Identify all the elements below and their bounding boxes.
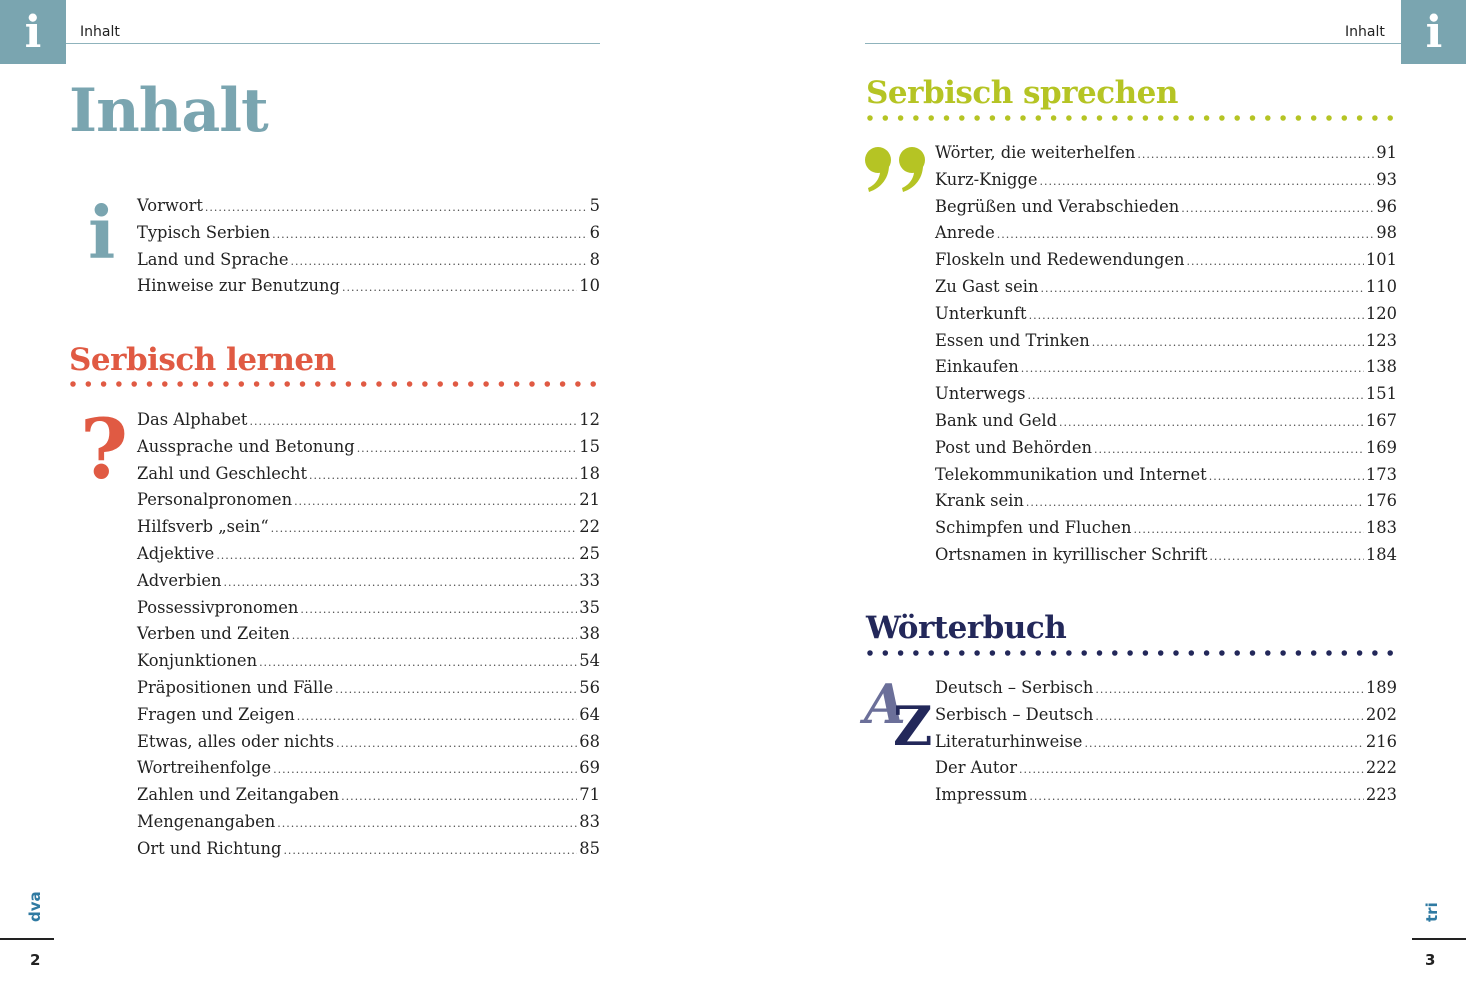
toc-entry [935,304,1397,331]
toc-entry [935,250,1397,277]
toc-entry-title: Schimpfen und Fluchen [935,518,1132,538]
toc-entry-title: Bank und Geld [935,410,1058,430]
dot-leader [1187,255,1364,268]
dot-leader [300,603,577,616]
toc-entry [935,384,1397,411]
dot-leader [1040,175,1375,188]
section-heading-woerterbuch: Wörterbuch [866,610,1067,646]
running-header: Inhalt [80,24,120,40]
lernen-toc [137,410,600,866]
toc-entry-page: 169 [1365,437,1397,457]
dot-leader [290,255,587,268]
dot-leader [1029,309,1364,322]
dot-leader [1095,710,1364,723]
dot-leader [309,469,577,482]
running-header: Inhalt [1345,24,1385,40]
dot-leader [1021,362,1364,375]
toc-entry-page: 176 [1365,491,1397,511]
toc-entry [935,438,1397,465]
toc-entry [137,732,600,759]
toc-entry-page: 15 [579,436,600,456]
toc-entry-page: 56 [579,677,600,697]
toc-entry-title: Adverbien [137,570,222,590]
page-number: 3 [1425,951,1436,969]
toc-entry [935,357,1397,384]
toc-entry-page: 110 [1365,276,1397,296]
toc-entry-page: 167 [1365,410,1397,430]
toc-entry [137,517,600,544]
dot-leader [336,737,577,750]
toc-entry-page: 69 [579,758,600,778]
toc-entry-page: 123 [1365,330,1397,350]
sprechen-toc [935,143,1397,572]
toc-entry-title: Possessivpronomen [137,597,299,617]
dot-leader [1137,148,1374,161]
toc-entry-title: Etwas, alles oder nichts [137,731,335,751]
toc-entry-title: Krank sein [935,491,1024,511]
question-mark-icon: ? [80,402,129,498]
right-page [733,0,1466,1000]
toc-entry [935,170,1397,197]
toc-entry-title: Post und Behörden [935,437,1092,457]
toc-entry [935,545,1397,572]
toc-entry-page: 38 [579,624,600,644]
dot-leader [277,817,577,830]
header-rule [865,43,1401,44]
letter-a-icon: A [864,672,906,736]
toc-entry-page: 33 [579,570,600,590]
toc-entry [935,223,1397,250]
dot-leader [224,576,578,589]
toc-entry [137,571,600,598]
toc-entry-title: Serbisch – Deutsch [935,704,1094,724]
toc-entry [137,250,600,277]
dot-leader [1095,683,1364,696]
toc-entry-page: 120 [1365,303,1397,323]
toc-entry-page: 91 [1376,143,1397,162]
toc-entry [137,437,600,464]
dot-leader [283,844,577,857]
info-tab-icon: i [1401,0,1466,64]
toc-entry-title: Aussprache und Betonung [137,436,355,456]
toc-entry-title: Hinweise zur Benutzung [137,276,340,296]
intro-toc [137,196,600,303]
dot-leader [1133,523,1363,536]
toc-entry [137,758,600,785]
dot-leader [1094,443,1364,456]
toc-entry-title: Unterkunft [935,303,1027,323]
toc-entry-title: Einkaufen [935,357,1019,377]
toc-entry [935,491,1397,518]
toc-entry [935,465,1397,492]
toc-entry-page: 173 [1365,464,1397,484]
toc-entry [935,758,1397,785]
woerterbuch-toc [935,678,1397,812]
dot-leader [1040,282,1363,295]
dotted-rule-red [69,380,600,388]
dot-leader [1059,416,1364,429]
toc-entry-title: Mengenangaben [137,811,276,831]
toc-entry-title: Zu Gast sein [935,276,1039,296]
toc-entry-title: Land und Sprache [137,249,289,269]
dot-leader [205,201,588,214]
dot-leader [216,549,577,562]
toc-entry [137,651,600,678]
dot-leader [1181,202,1374,215]
toc-entry [137,276,600,303]
dot-leader [1209,550,1364,563]
toc-entry [137,678,600,705]
toc-entry-title: Ort und Richtung [137,838,282,858]
toc-entry-title: Impressum [935,785,1028,805]
toc-entry [935,705,1397,732]
toc-entry [935,277,1397,304]
toc-entry-page: 22 [579,517,600,537]
toc-entry-title: Wörter, die weiterhelfen [935,143,1136,162]
toc-entry-title: Floskeln und Redewendungen [935,250,1185,270]
toc-entry-page: 151 [1365,384,1397,404]
toc-entry [935,197,1397,224]
toc-entry [935,411,1397,438]
folio-word: dva [26,891,44,922]
toc-entry-title: Vorwort [137,196,203,215]
toc-entry [935,518,1397,545]
toc-entry-title: Zahl und Geschlecht [137,463,308,483]
toc-entry-page: 64 [579,704,600,724]
toc-entry [935,785,1397,812]
toc-entry [935,331,1397,358]
dot-leader [272,228,587,241]
dot-leader [342,281,577,294]
toc-entry-title: Telekommunikation und Internet [935,464,1207,484]
dot-leader [273,763,577,776]
toc-entry-title: Konjunktionen [137,651,258,671]
toc-entry-title: Personalpronomen [137,490,293,510]
toc-entry-page: 183 [1365,518,1397,538]
toc-entry-page: 21 [579,490,600,510]
toc-entry-page: 25 [579,543,600,563]
toc-entry [137,464,600,491]
dot-leader [292,629,577,642]
toc-entry [137,812,600,839]
dot-leader [1209,470,1364,483]
dot-leader [1084,737,1363,750]
toc-entry-title: Das Alphabet [137,410,248,429]
toc-entry-page: 96 [1376,196,1397,216]
toc-entry-title: Deutsch – Serbisch [935,678,1094,697]
dot-leader [297,710,578,723]
dotted-rule-navy [866,649,1398,657]
toc-entry-page: 85 [579,838,600,858]
toc-entry-page: 101 [1365,250,1397,270]
toc-entry-page: 184 [1365,544,1397,564]
toc-entry-title: Begrüßen und Verabschieden [935,196,1180,216]
toc-entry-title: Präpositionen und Fälle [137,677,334,697]
toc-entry-title: Hilfsverb „sein“ [137,517,269,537]
toc-entry [137,196,600,223]
page-number: 2 [30,951,41,969]
info-tab-icon: i [0,0,66,64]
toc-entry-page: 98 [1376,223,1397,243]
dot-leader [357,442,578,455]
dot-leader [259,656,577,669]
toc-entry-title: Zahlen und Zeitangaben [137,785,340,805]
toc-entry-page: 35 [579,597,600,617]
toc-entry-page: 8 [589,249,600,269]
dot-leader [1028,389,1364,402]
toc-entry [137,223,600,250]
toc-entry-page: 18 [579,463,600,483]
folio-rule [0,938,54,940]
toc-entry-page: 83 [579,811,600,831]
dot-leader [1026,496,1364,509]
toc-entry-title: Ortsnamen in kyrillischer Schrift [935,544,1208,564]
dot-leader [271,522,578,535]
toc-entry [137,705,600,732]
section-heading-lernen: Serbisch lernen [69,342,336,378]
header-rule [66,43,600,44]
toc-entry-title: Anrede [935,223,995,243]
toc-entry-page: 10 [579,276,600,296]
toc-entry-page: 5 [589,196,600,215]
dot-leader [335,683,577,696]
folio-rule [1412,938,1466,940]
dotted-rule-green [866,114,1398,122]
toc-entry [137,410,600,437]
toc-entry-page: 71 [579,785,600,805]
dot-leader [1029,790,1364,803]
toc-entry-title: Wortreihenfolge [137,758,272,778]
toc-entry-page: 12 [579,410,600,429]
page-title: Inhalt [69,76,268,146]
folio-word: tri [1423,902,1441,922]
toc-entry-page: 6 [589,222,600,242]
toc-entry-title: Fragen und Zeigen [137,704,295,724]
toc-entry-page: 223 [1365,785,1397,805]
toc-entry-page: 222 [1365,758,1397,778]
toc-entry-page: 54 [579,651,600,671]
toc-entry [935,678,1397,705]
dot-leader [997,228,1375,241]
toc-entry [137,598,600,625]
dot-leader [1019,763,1364,776]
toc-entry [137,490,600,517]
toc-entry-title: Kurz-Knigge [935,169,1038,189]
toc-entry-title: Adjektive [137,543,215,563]
toc-entry-title: Der Autor [935,758,1018,778]
info-icon: i [88,190,116,275]
toc-entry [137,785,600,812]
toc-entry-page: 93 [1376,169,1397,189]
toc-entry-title: Unterwegs [935,384,1026,404]
toc-entry-page: 68 [579,731,600,751]
toc-entry-page: 189 [1365,678,1397,697]
dot-leader [341,790,577,803]
toc-entry [137,839,600,866]
dot-leader [1092,336,1364,349]
toc-entry-page: 138 [1365,357,1397,377]
toc-entry [935,732,1397,759]
toc-entry-title: Literaturhinweise [935,731,1083,751]
toc-entry-title: Essen und Trinken [935,330,1090,350]
toc-entry-title: Verben und Zeiten [137,624,290,644]
dot-leader [249,415,577,428]
toc-entry [137,624,600,651]
dot-leader [294,495,577,508]
toc-entry-page: 216 [1365,731,1397,751]
toc-entry [935,143,1397,170]
letter-z-icon: Z [893,694,933,758]
section-heading-sprechen: Serbisch sprechen [866,75,1178,111]
toc-entry-title: Typisch Serbien [137,222,271,242]
toc-entry-page: 202 [1365,704,1397,724]
quote-marks-icon [863,146,933,194]
toc-entry [137,544,600,571]
